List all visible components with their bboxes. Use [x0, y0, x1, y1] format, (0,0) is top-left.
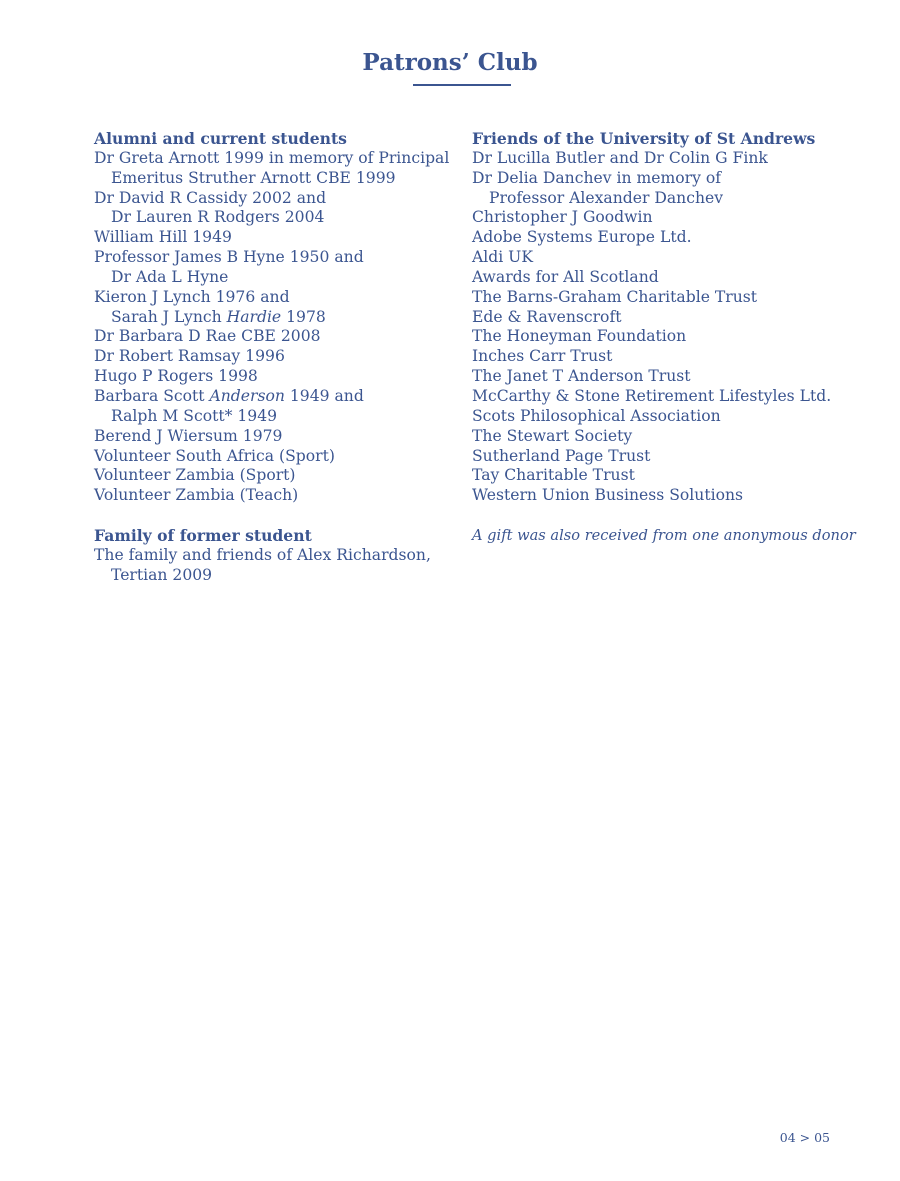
list-item: Dr Robert Ramsay 1996 — [94, 347, 285, 366]
list-item: Berend J Wiersum 1979 — [94, 426, 283, 445]
section-gap — [472, 506, 852, 526]
list-item: Tay Charitable Trust — [472, 466, 635, 485]
list-item: McCarthy & Stone Retirement Lifestyles Ltd. — [472, 386, 832, 405]
list-item: Dr Delia Danchev in memory of Professor Alexander Danchev — [472, 168, 724, 207]
list-item: Dr David R Cassidy 2002 and Dr Lauren R Rodgers 2004 — [94, 188, 327, 227]
list-item: The family and friends of Alex Richardson, Tertian 2009 — [94, 545, 431, 584]
list-item: Western Union Business Solutions — [472, 486, 744, 505]
list-item: The Barns-Graham Charitable Trust — [472, 287, 758, 306]
list-item: Volunteer Zambia (Teach) — [94, 486, 299, 505]
right-column — [472, 129, 856, 546]
list-item: Adobe Systems Europe Ltd. — [472, 228, 692, 247]
page-number: 04 > 05 — [779, 1130, 830, 1145]
list-item: Sutherland Page Trust — [472, 446, 651, 465]
section-heading-family: Family of former student — [94, 525, 312, 545]
list-item: Barbara Scott Anderson 1949 and Ralph M Scott* 1949 — [94, 386, 364, 425]
list-item: Scots Philosophical Association — [472, 406, 721, 425]
section-heading-alumni: Alumni and current students — [94, 129, 347, 148]
list-item: Professor James B Hyne 1950 and Dr Ada L Hyne — [94, 248, 364, 286]
title-underline — [413, 84, 511, 86]
list-item: Aldi UK — [472, 248, 533, 267]
section-heading-friends: Friends of the University of St Andrews — [472, 129, 816, 148]
list-item: The Honeyman Foundation — [472, 327, 687, 346]
anonymous-donor-note: A gift was also received from one anonymous donor — [472, 526, 856, 544]
list-item: Ede & Ravenscroft — [472, 307, 622, 326]
list-item: Dr Barbara D Rae CBE 2008 — [94, 327, 321, 346]
list-item: The Stewart Society — [472, 426, 633, 445]
list-item: Volunteer Zambia (Sport) — [94, 466, 296, 485]
list-item: The Janet T Anderson Trust — [472, 367, 691, 386]
list-item: William Hill 1949 — [94, 228, 232, 247]
list-item: Dr Lucilla Butler and Dr Colin G Fink — [472, 148, 768, 167]
list-item: Kieron J Lynch 1976 and Sarah J Lynch Hardie 1978 — [94, 287, 326, 326]
left-column — [94, 129, 454, 585]
list-item: Awards for All Scotland — [472, 267, 659, 286]
list-item: Inches Carr Trust — [472, 347, 613, 366]
list-item: Hugo P Rogers 1998 — [94, 367, 258, 386]
section-gap — [94, 506, 454, 526]
list-item: Volunteer South Africa (Sport) — [94, 446, 335, 465]
list-item: Christopher J Goodwin — [472, 208, 653, 227]
page-title: Patrons’ Club — [362, 49, 538, 76]
list-item: Dr Greta Arnott 1999 in memory of Principal Emeritus Struther Arnott CBE 1999 — [94, 148, 450, 187]
